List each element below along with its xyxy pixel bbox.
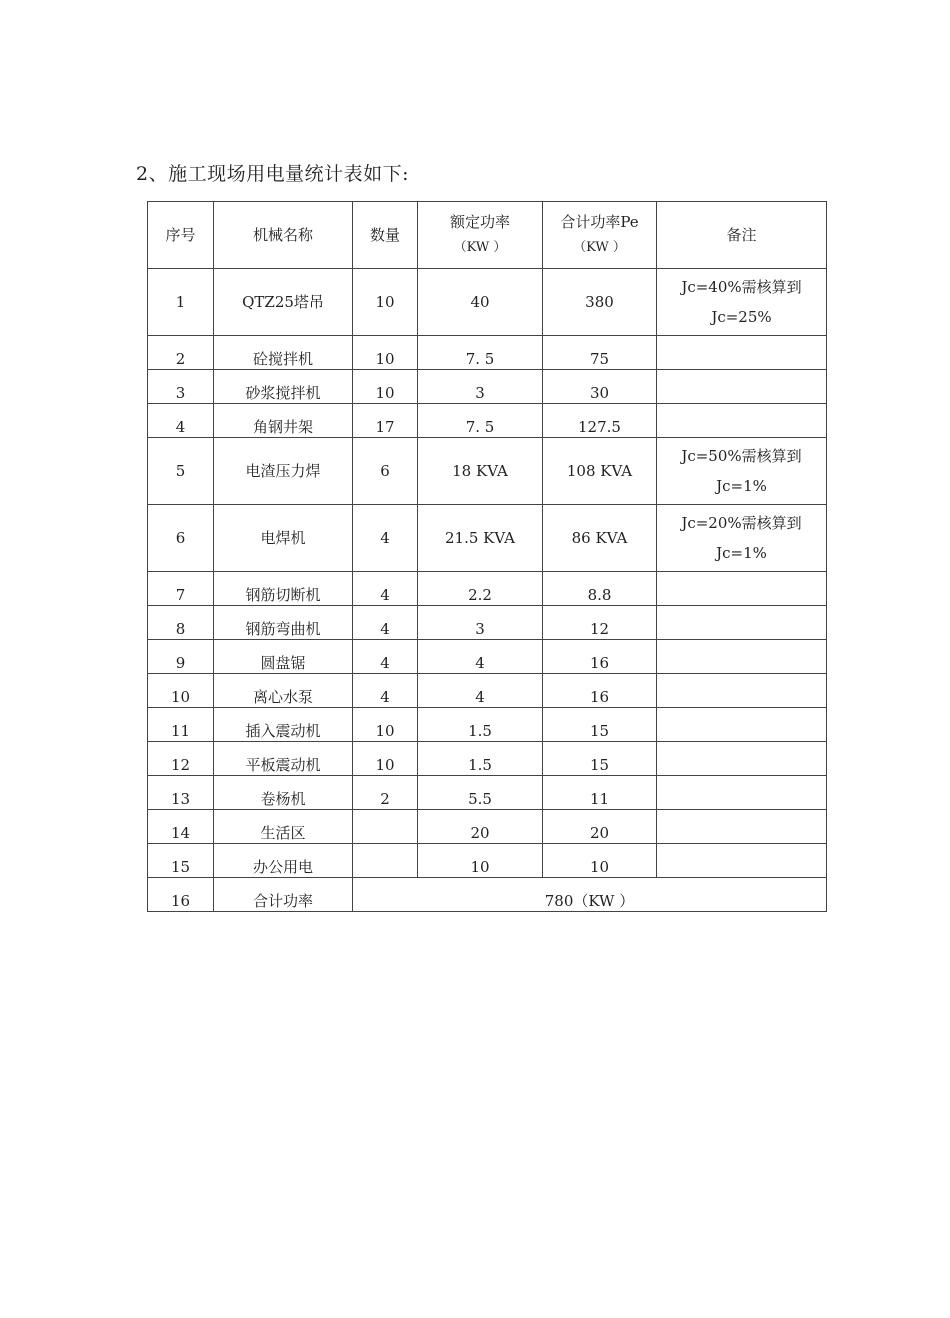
cell-name: 平板震动机: [214, 742, 353, 776]
cell-index: 9: [148, 640, 214, 674]
cell-total: 15: [543, 742, 657, 776]
cell-qty: 10: [353, 336, 418, 370]
table-row: [148, 606, 827, 640]
cell-note: [657, 640, 827, 674]
summary-value: 780（KW ）: [353, 878, 827, 912]
cell-index: 4: [148, 404, 214, 438]
cell-rated: 2.2: [418, 572, 543, 606]
table-row: [148, 708, 827, 742]
cell-name: 离心水泵: [214, 674, 353, 708]
cell-total: 15: [543, 708, 657, 742]
cell-note: [657, 742, 827, 776]
table-row: [148, 844, 827, 878]
cell-qty: [353, 810, 418, 844]
cell-index: 7: [148, 572, 214, 606]
cell-qty: 10: [353, 708, 418, 742]
cell-note: [657, 404, 827, 438]
power-usage-table: [147, 201, 827, 912]
header-total-unit: （KW ）: [573, 240, 626, 255]
cell-note: [657, 370, 827, 404]
cell-name: 钢筋切断机: [214, 572, 353, 606]
cell-rated: 7. 5: [418, 336, 543, 370]
cell-index: 13: [148, 776, 214, 810]
cell-index: 5: [148, 438, 214, 505]
cell-note: [657, 708, 827, 742]
cell-note: [657, 336, 827, 370]
cell-name: 砂浆搅拌机: [214, 370, 353, 404]
cell-note: [657, 776, 827, 810]
table-row: [148, 776, 827, 810]
cell-note: [657, 572, 827, 606]
cell-total: 16: [543, 674, 657, 708]
note-line-2: Jc=25%: [711, 308, 772, 326]
cell-index: 6: [148, 505, 214, 572]
cell-rated: 20: [418, 810, 543, 844]
cell-qty: 4: [353, 572, 418, 606]
cell-total: 86 KVA: [543, 505, 657, 572]
cell-index: 3: [148, 370, 214, 404]
cell-total: 127.5: [543, 404, 657, 438]
cell-qty: 10: [353, 269, 418, 336]
cell-name: 生活区: [214, 810, 353, 844]
cell-total: 10: [543, 844, 657, 878]
table-row: [148, 674, 827, 708]
header-note: 备注: [657, 202, 827, 269]
table-row: [148, 370, 827, 404]
cell-total: 30: [543, 370, 657, 404]
table-summary-row: [148, 878, 827, 912]
cell-index: 10: [148, 674, 214, 708]
table-row: [148, 810, 827, 844]
header-name: 机械名称: [214, 202, 353, 269]
note-line-1: Jc=50%需核算到: [681, 447, 802, 465]
cell-note: [657, 438, 827, 505]
table-row: [148, 742, 827, 776]
cell-qty: 4: [353, 640, 418, 674]
cell-note: [657, 606, 827, 640]
cell-index: 8: [148, 606, 214, 640]
cell-name: 电渣压力焊: [214, 438, 353, 505]
cell-total: 8.8: [543, 572, 657, 606]
header-rated-label: 额定功率: [449, 213, 510, 231]
cell-name: 插入震动机: [214, 708, 353, 742]
section-heading: 2、施工现场用电量统计表如下:: [136, 163, 409, 185]
cell-rated: 4: [418, 640, 543, 674]
cell-total: 20: [543, 810, 657, 844]
cell-name: 办公用电: [214, 844, 353, 878]
summary-label: 合计功率: [214, 878, 353, 912]
table-row: [148, 404, 827, 438]
note-line-2: Jc=1%: [716, 477, 767, 495]
cell-name: 卷杨机: [214, 776, 353, 810]
header-rated: [418, 202, 543, 269]
table-row: [148, 505, 827, 572]
cell-note: [657, 674, 827, 708]
cell-rated: 5.5: [418, 776, 543, 810]
cell-name: 圆盘锯: [214, 640, 353, 674]
cell-qty: [353, 844, 418, 878]
table-row: [148, 336, 827, 370]
cell-name: 砼搅拌机: [214, 336, 353, 370]
table-header-row: [148, 202, 827, 269]
header-index: 序号: [148, 202, 214, 269]
cell-name: QTZ25塔吊: [214, 269, 353, 336]
cell-rated: 10: [418, 844, 543, 878]
cell-qty: 4: [353, 505, 418, 572]
note-line-1: Jc=40%需核算到: [681, 278, 802, 296]
cell-name: 电焊机: [214, 505, 353, 572]
table-row: [148, 269, 827, 336]
cell-index: 2: [148, 336, 214, 370]
header-total-label: 合计功率Pe: [560, 213, 639, 231]
cell-qty: 2: [353, 776, 418, 810]
cell-note: [657, 505, 827, 572]
cell-qty: 10: [353, 370, 418, 404]
cell-qty: 10: [353, 742, 418, 776]
note-line-1: Jc=20%需核算到: [681, 514, 802, 532]
cell-note: [657, 810, 827, 844]
summary-index: 16: [148, 878, 214, 912]
table-row: [148, 438, 827, 505]
cell-rated: 21.5 KVA: [418, 505, 543, 572]
cell-qty: 6: [353, 438, 418, 505]
cell-name: 角钢井架: [214, 404, 353, 438]
cell-rated: 7. 5: [418, 404, 543, 438]
note-line-2: Jc=1%: [716, 544, 767, 562]
cell-rated: 1.5: [418, 742, 543, 776]
cell-qty: 4: [353, 674, 418, 708]
table-row: [148, 640, 827, 674]
cell-note: [657, 269, 827, 336]
cell-note: [657, 844, 827, 878]
header-qty: 数量: [353, 202, 418, 269]
header-total: [543, 202, 657, 269]
cell-total: 11: [543, 776, 657, 810]
cell-total: 75: [543, 336, 657, 370]
cell-index: 12: [148, 742, 214, 776]
cell-index: 14: [148, 810, 214, 844]
cell-total: 108 KVA: [543, 438, 657, 505]
cell-index: 1: [148, 269, 214, 336]
cell-rated: 18 KVA: [418, 438, 543, 505]
cell-name: 钢筋弯曲机: [214, 606, 353, 640]
cell-rated: 40: [418, 269, 543, 336]
cell-total: 12: [543, 606, 657, 640]
cell-rated: 1.5: [418, 708, 543, 742]
cell-qty: 17: [353, 404, 418, 438]
cell-total: 380: [543, 269, 657, 336]
cell-index: 11: [148, 708, 214, 742]
cell-rated: 3: [418, 370, 543, 404]
cell-total: 16: [543, 640, 657, 674]
table-row: [148, 572, 827, 606]
cell-rated: 4: [418, 674, 543, 708]
cell-qty: 4: [353, 606, 418, 640]
cell-rated: 3: [418, 606, 543, 640]
cell-index: 15: [148, 844, 214, 878]
header-rated-unit: （KW ）: [453, 240, 507, 255]
